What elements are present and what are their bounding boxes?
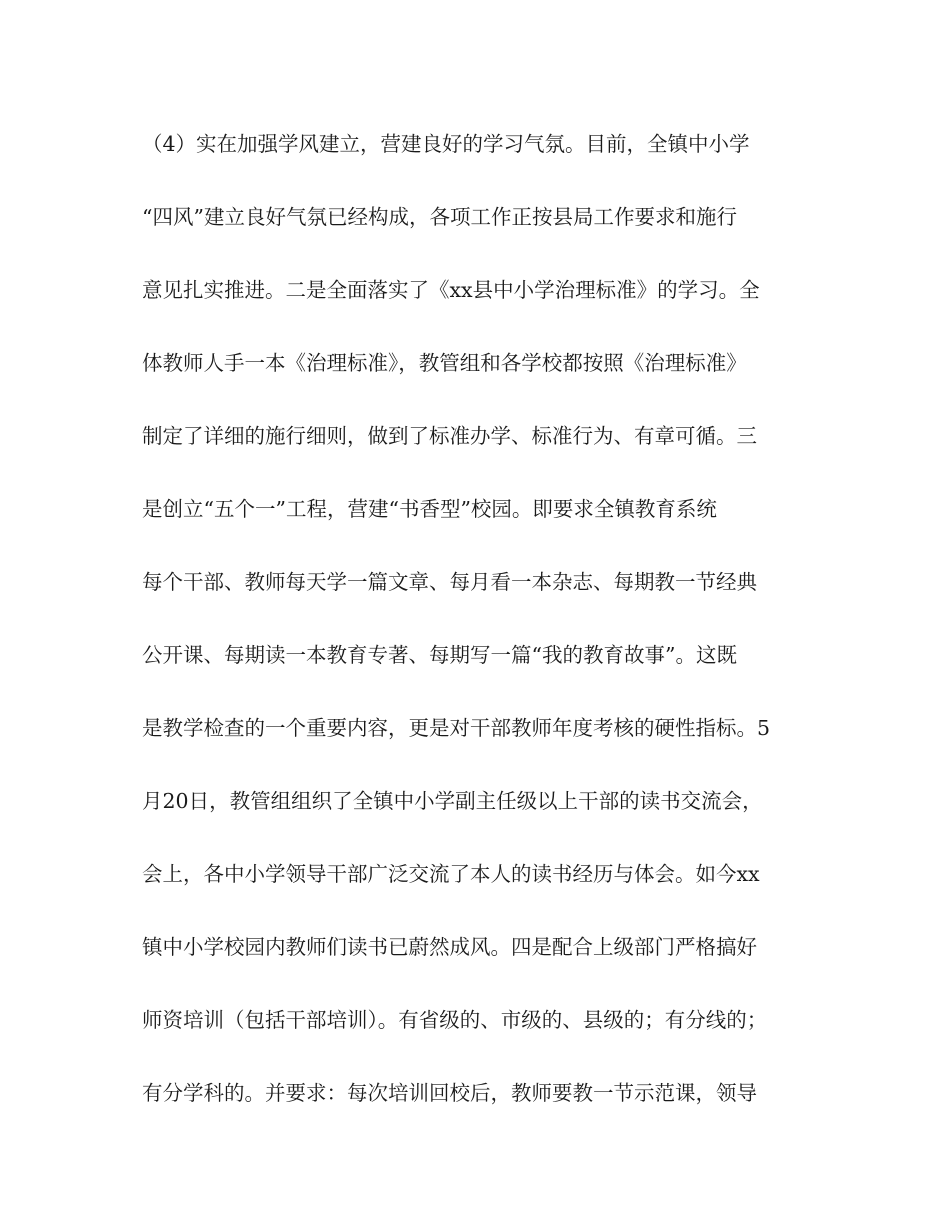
text-line-2: “四风”建立良好气氛已经构成，各项工作正按县局工作要求和施行 (142, 205, 737, 229)
text-line-13: 师资培训（包括干部培训）。有省级的、市级的、县级的；有分线的； (142, 1008, 768, 1032)
text-line-4: 体教师人手一本《治理标准》，教管组和各学校都按照《治理标准》 (142, 351, 747, 375)
text-line-3: 意见扎实推进。二是全面落实了《xx县中小学治理标准》的学习。全 (142, 278, 760, 302)
text-line-8: 公开课、每期读一本教育专著、每期写一篇“我的教育故事”。这既 (142, 643, 737, 667)
text-line-6: 是创立“五个一”工程，营建“书香型”校园。即要求全镇教育系统 (142, 497, 717, 521)
text-line-12: 镇中小学校园内教师们读书已蔚然成风。四是配合上级部门严格搞好 (142, 935, 757, 959)
text-line-1: （4）实在加强学风建立，营建良好的学习气氛。目前，全镇中小学 (142, 132, 750, 156)
text-line-7: 每个干部、教师每天学一篇文章、每月看一本杂志、每期教一节经典 (142, 570, 757, 594)
text-line-14: 有分学科的。并要求：每次培训回校后，教师要教一节示范课，领导 (142, 1081, 757, 1105)
text-line-9: 是教学检查的一个重要内容，更是对干部教师年度考核的硬性指标。5 (142, 716, 771, 740)
text-line-5: 制定了详细的施行细则，做到了标准办学、标准行为、有章可循。三 (142, 424, 757, 448)
text-line-11: 会上，各中小学领导干部广泛交流了本人的读书经历与体会。如今xx (142, 862, 760, 886)
text-line-10: 月20日，教管组组织了全镇中小学副主任级以上干部的读书交流会， (142, 789, 763, 813)
